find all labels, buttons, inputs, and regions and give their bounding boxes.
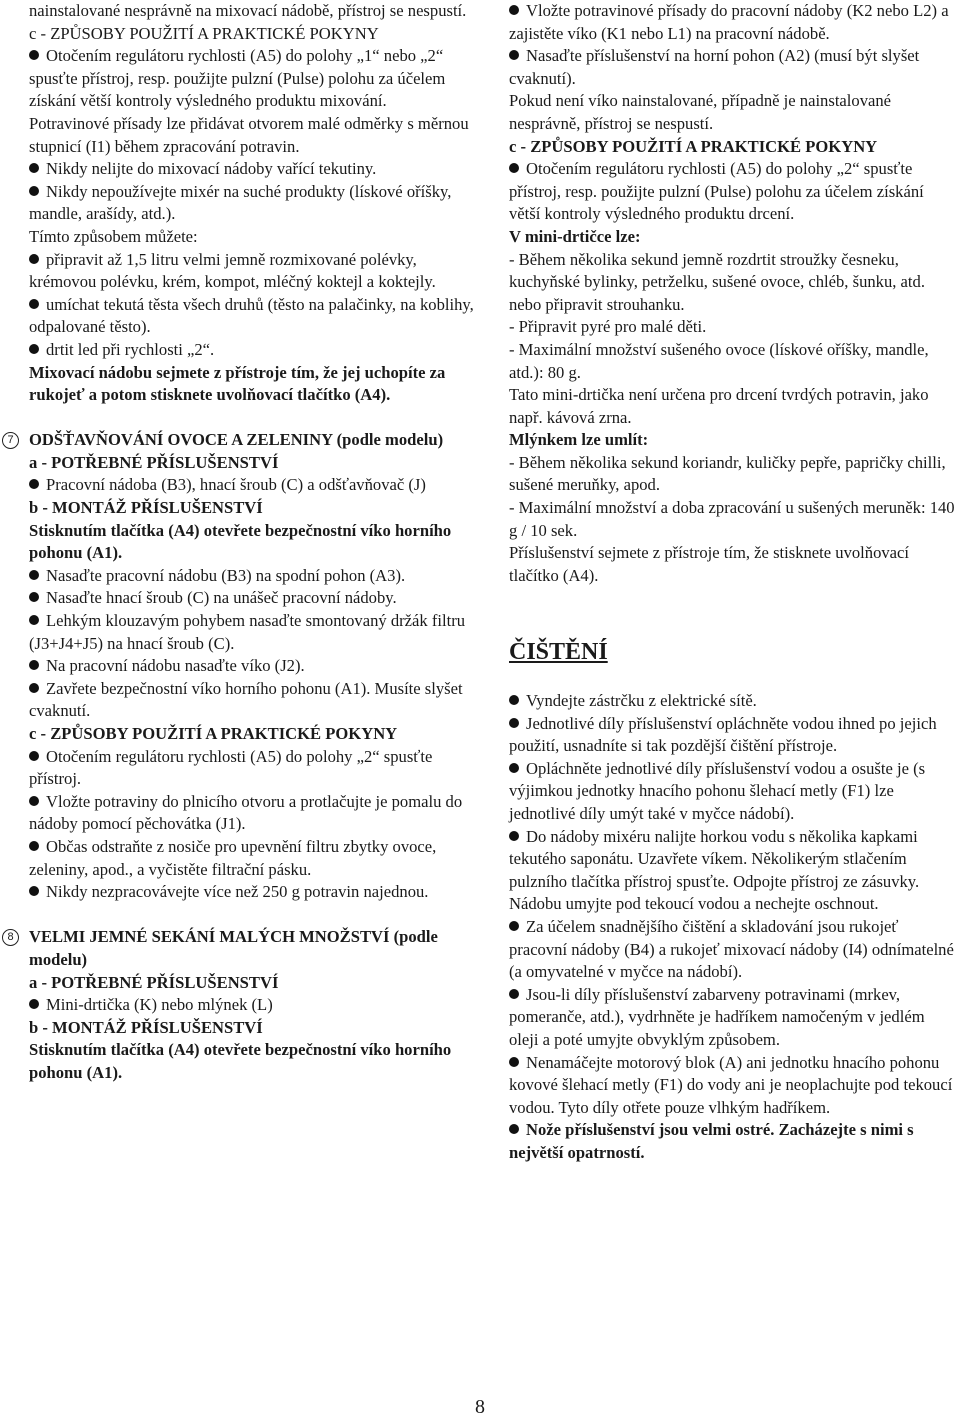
paragraph-text: drtit led při rychlosti „2“. xyxy=(46,339,215,359)
bullet-icon xyxy=(509,718,519,728)
paragraph-text: Do nádoby mixéru nalijte horkou vodu s několika kapkami tekutého saponátu. Uzavřete víkem. Několikerým stlačením pulzního tlačítka přístroj spusťte. Odpojte přístroj ze zásuvky. Nádobu umyjte pod tekoucí vodou a nechejte oschnout. xyxy=(509,826,920,914)
bullet-paragraph xyxy=(29,836,481,881)
spacer xyxy=(509,587,955,627)
paragraph-text: Nenamáčejte motorový blok (A) ani jednotku hnacího pohonu kovové šlehací metly (F1) do vody ani je neoplachujte pod tekoucí vodou. Tyto díly otřete pouze vlhkým hadříkem. xyxy=(509,1052,953,1117)
paragraph-text: připravit až 1,5 litru velmi jemně rozmixované polévky, krémovou polévku, krém, kompot, mléčný koktejl a koktejly. xyxy=(29,249,436,292)
paragraph-text: - Připravit pyré pro malé děti. xyxy=(509,317,707,337)
paragraph-text: a - POTŘEBNÉ PŘÍSLUŠENSTVÍ xyxy=(29,972,279,992)
bullet-icon xyxy=(29,344,39,354)
bullet-icon xyxy=(29,50,39,60)
paragraph xyxy=(509,339,955,384)
paragraph-text: Potravinové přísady lze přidávat otvorem malé odměrky s měrnou stupnicí (I1) během zpracování potravin. xyxy=(29,113,469,156)
paragraph xyxy=(29,1017,481,1040)
bullet-paragraph xyxy=(29,994,481,1017)
paragraph-text: V mini-drtičce lze: xyxy=(509,226,641,246)
paragraph xyxy=(509,136,955,159)
paragraph-text: nainstalované nesprávně na mixovací nádobě, přístroj se nespustí. xyxy=(29,1,467,20)
bullet-paragraph xyxy=(509,984,955,1052)
paragraph-text: a - POTŘEBNÉ PŘÍSLUŠENSTVÍ xyxy=(29,452,279,472)
paragraph-text: Otočením regulátoru rychlosti (A5) do polohy „2“ spusťte přístroj. xyxy=(29,746,433,789)
bullet-paragraph xyxy=(509,45,955,90)
bullet-paragraph xyxy=(29,474,481,497)
paragraph-text: Na pracovní nádobu nasaďte víko (J2). xyxy=(46,656,305,676)
section-heading xyxy=(509,637,955,667)
bullet-paragraph xyxy=(29,587,481,610)
paragraph-text: Nasaďte pracovní nádobu (B3) na spodní pohon (A3). xyxy=(46,565,406,585)
paragraph-text: Stisknutím tlačítka (A4) otevřete bezpečnostní víko horního pohonu (A1). xyxy=(29,520,452,563)
bullet-icon xyxy=(29,592,39,602)
spacer xyxy=(509,667,955,690)
bullet-paragraph xyxy=(29,339,481,362)
spacer xyxy=(29,407,481,430)
paragraph-text: - Během několika sekund koriandr, kuličky pepře, papričky chilli, sušené meruňky, apod. xyxy=(509,452,946,495)
bullet-paragraph xyxy=(29,610,481,655)
bullet-paragraph xyxy=(509,826,955,916)
paragraph-text: Tato mini-drtička není určena pro drcení tvrdých potravin, jako např. kávová zrna. xyxy=(509,385,929,427)
page-number: 8 xyxy=(475,1396,485,1418)
bullet-icon xyxy=(509,163,519,173)
paragraph-text: Nikdy nezpracovávejte více než 250 g potravin najednou. xyxy=(46,882,429,902)
paragraph xyxy=(509,384,955,429)
paragraph xyxy=(29,452,481,475)
bullet-paragraph xyxy=(29,746,481,791)
bullet-icon xyxy=(509,989,519,999)
bullet-paragraph xyxy=(509,0,955,45)
paragraph xyxy=(29,226,481,249)
paragraph-text: Nože příslušenství jsou velmi ostré. Zacházejte s nimi s největší opatrností. xyxy=(509,1120,914,1162)
paragraph-text: umíchat tekutá těsta všech druhů (těsto na palačinky, na koblihy, odpalované těsto). xyxy=(29,294,474,337)
bullet-icon xyxy=(29,660,39,670)
bullet-paragraph xyxy=(29,181,481,226)
bullet-icon xyxy=(29,570,39,580)
bullet-icon xyxy=(29,796,39,806)
paragraph-text: c - ZPŮSOBY POUŽITÍ A PRAKTICKÉ POKYNY xyxy=(509,136,878,156)
paragraph-text: Tímto způsobem můžete: xyxy=(29,226,198,246)
paragraph xyxy=(509,316,955,339)
left-column xyxy=(7,0,481,1085)
paragraph-text: Vložte potraviny do plnicího otvoru a protlačujte je pomalu do nádoby pomocí pěchovátka (J1). xyxy=(29,791,463,834)
paragraph-text: VELMI JEMNÉ SEKÁNÍ MALÝCH MNOŽSTVÍ (podle modelu) xyxy=(29,927,438,969)
paragraph-text: c - ZPŮSOBY POUŽITÍ A PRAKTICKÉ POKYNY xyxy=(29,23,379,43)
bullet-icon xyxy=(509,921,519,931)
paragraph xyxy=(29,723,481,746)
paragraph-text: - Maximální množství a doba zpracování u sušených meruněk: 140 g / 10 sek. xyxy=(509,498,955,540)
bullet-icon xyxy=(29,186,39,196)
bullet-icon xyxy=(29,683,39,693)
bullet-paragraph xyxy=(29,655,481,678)
bullet-paragraph xyxy=(509,158,955,226)
bullet-icon xyxy=(29,299,39,309)
paragraph-text: c - ZPŮSOBY POUŽITÍ A PRAKTICKÉ POKYNY xyxy=(29,724,398,743)
paragraph xyxy=(509,226,955,249)
paragraph-text: Stisknutím tlačítka (A4) otevřete bezpečnostní víko horního pohonu (A1). xyxy=(29,1040,452,1082)
paragraph xyxy=(29,23,481,46)
bullet-icon xyxy=(29,751,39,761)
bullet-icon xyxy=(509,50,519,60)
paragraph-text: Jednotlivé díly příslušenství opláchněte vodou ihned po jejich použití, usnadníte si tak pozdější čištění přístroje. xyxy=(509,713,937,756)
paragraph xyxy=(29,113,481,158)
bullet-icon xyxy=(29,163,39,173)
bullet-paragraph xyxy=(29,678,481,723)
paragraph-text: Vložte potravinové přísady do pracovní nádoby (K2 nebo L2) a zajistěte víko (K1 nebo L1) na pracovní nádobě. xyxy=(509,1,949,43)
bullet-paragraph xyxy=(29,565,481,588)
section-number-badge: 7 xyxy=(2,432,19,449)
paragraph-text: - Maximální množství sušeného ovoce (lískové oříšky, mandle, atd.): 80 g. xyxy=(509,339,929,382)
bullet-paragraph xyxy=(29,45,481,113)
paragraph-text: Otočením regulátoru rychlosti (A5) do polohy „2“ spusťte přístroj, resp. použijte pulzní (Pulse) polohu za účelem získání větší kontroly výsledného produktu drcení. xyxy=(509,159,924,224)
bullet-paragraph xyxy=(509,690,955,713)
paragraph-text: b - MONTÁŽ PŘÍSLUŠENSTVÍ xyxy=(29,498,263,518)
paragraph-text: Zavřete bezpečnostní víko horního pohonu (A1). Musíte slyšet cvaknutí. xyxy=(29,678,463,721)
bullet-paragraph xyxy=(509,916,955,984)
bullet-paragraph xyxy=(509,758,955,826)
bullet-icon xyxy=(509,1057,519,1067)
right-column xyxy=(509,0,955,1165)
bullet-icon xyxy=(29,615,39,625)
paragraph-text: Pokud není víko nainstalované, případně je nainstalované nesprávně, přístroj se nespustí. xyxy=(509,91,892,133)
bullet-icon xyxy=(29,479,39,489)
paragraph-text: Mini-drtička (K) nebo mlýnek (L) xyxy=(46,995,273,1015)
paragraph-text: Otočením regulátoru rychlosti (A5) do polohy „1“ nebo „2“ spusťte přístroj, resp. použijte pulzní (Pulse) polohu za účelem získání větší kontroly výsledného produktu mixování. xyxy=(29,46,446,111)
paragraph xyxy=(29,362,481,407)
bullet-paragraph xyxy=(509,713,955,758)
bullet-icon xyxy=(509,5,519,15)
bullet-icon xyxy=(509,1124,519,1134)
paragraph-text: Za účelem snadnějšího čištění a skladování jsou rukojeť pracovní nádoby (B4) a rukojeť mixovací nádoby (I4) odnímatelné (a omyvatelné v myčce na nádobí). xyxy=(509,916,954,982)
paragraph-text: Pracovní nádoba (B3), hnací šroub (C) a odšťavňovač (J) xyxy=(46,475,426,495)
paragraph-text: Vyndejte zástrčku z elektrické sítě. xyxy=(526,691,757,711)
paragraph-text: ČIŠTĚNÍ xyxy=(509,639,608,666)
paragraph xyxy=(509,542,955,587)
paragraph xyxy=(29,1039,481,1084)
paragraph-text: - Během několika sekund jemně rozdrtit stroužky česneku, kuchyňské bylinky, petrželku, sušené ovoce, chléb, šunku, atd. nebo připravit strouhanku. xyxy=(509,249,925,314)
spacer xyxy=(29,904,481,927)
section-number-badge: 8 xyxy=(2,929,19,946)
paragraph-text: Nasaďte příslušenství na horní pohon (A2) (musí být slyšet cvaknutí). xyxy=(509,46,920,88)
paragraph xyxy=(509,249,955,317)
paragraph-text: Lehkým klouzavým pohybem nasaďte smontovaný držák filtru (J3+J4+J5) na hnací šroub (C). xyxy=(29,611,466,653)
paragraph xyxy=(509,452,955,497)
paragraph-text: Mixovací nádobu sejmete z přístroje tím, že jej uchopíte za rukojeť a potom stisknete uvolňovací tlačítko (A4). xyxy=(29,362,446,405)
paragraph xyxy=(509,497,955,542)
paragraph-text: b - MONTÁŽ PŘÍSLUŠENSTVÍ xyxy=(29,1017,263,1037)
paragraph-text: Nikdy nepoužívejte mixér na suché produkty (lískové oříšky, mandle, arašídy, atd.). xyxy=(29,181,452,224)
paragraph-text: Nasaďte hnací šroub (C) na unášeč pracovní nádoby. xyxy=(46,588,397,608)
bullet-icon xyxy=(29,886,39,896)
paragraph-text: Jsou-li díly příslušenství zabarveny potravinami (mrkev, pomeranče, atd.), vydrhněte je hadříkem namočeným v jedlém oleji a poté umyjte obvyklým způsobem. xyxy=(509,984,925,1049)
bullet-icon xyxy=(509,763,519,773)
paragraph-text: Nikdy nelijte do mixovací nádoby vařící tekutiny. xyxy=(46,159,377,179)
paragraph xyxy=(509,90,955,135)
bullet-paragraph xyxy=(29,791,481,836)
bullet-paragraph xyxy=(29,158,481,181)
paragraph xyxy=(509,429,955,452)
bullet-paragraph xyxy=(29,881,481,904)
bullet-icon xyxy=(509,831,519,841)
bullet-paragraph xyxy=(29,294,481,339)
bullet-paragraph xyxy=(509,1119,955,1164)
paragraph xyxy=(29,972,481,995)
bullet-icon xyxy=(29,254,39,264)
bullet-paragraph xyxy=(29,249,481,294)
bullet-icon xyxy=(509,695,519,705)
paragraph xyxy=(29,520,481,565)
section-heading xyxy=(7,926,481,971)
section-heading xyxy=(7,429,481,452)
paragraph-text: Mlýnkem lze umlít: xyxy=(509,430,649,450)
paragraph xyxy=(29,0,481,23)
bullet-paragraph xyxy=(509,1052,955,1120)
paragraph-text: Příslušenství sejmete z přístroje tím, že stisknete uvolňovací tlačítko (A4). xyxy=(509,543,910,585)
paragraph-text: Občas odstraňte z nosiče pro upevnění filtru zbytky ovoce, zeleniny, apod., a vyčistěte filtrační pásku. xyxy=(29,836,437,879)
bullet-icon xyxy=(29,841,39,851)
paragraph-text: ODŠŤAVŇOVÁNÍ OVOCE A ZELENINY (podle modelu) xyxy=(29,430,444,450)
paragraph xyxy=(29,497,481,520)
paragraph-text: Opláchněte jednotlivé díly příslušenství vodou a osušte je (s výjimkou jednotky hnacího pohonu šlehací metly (F1) lze jednotlivé díly umýt také v myčce nádobí). xyxy=(509,758,926,823)
bullet-icon xyxy=(29,999,39,1009)
